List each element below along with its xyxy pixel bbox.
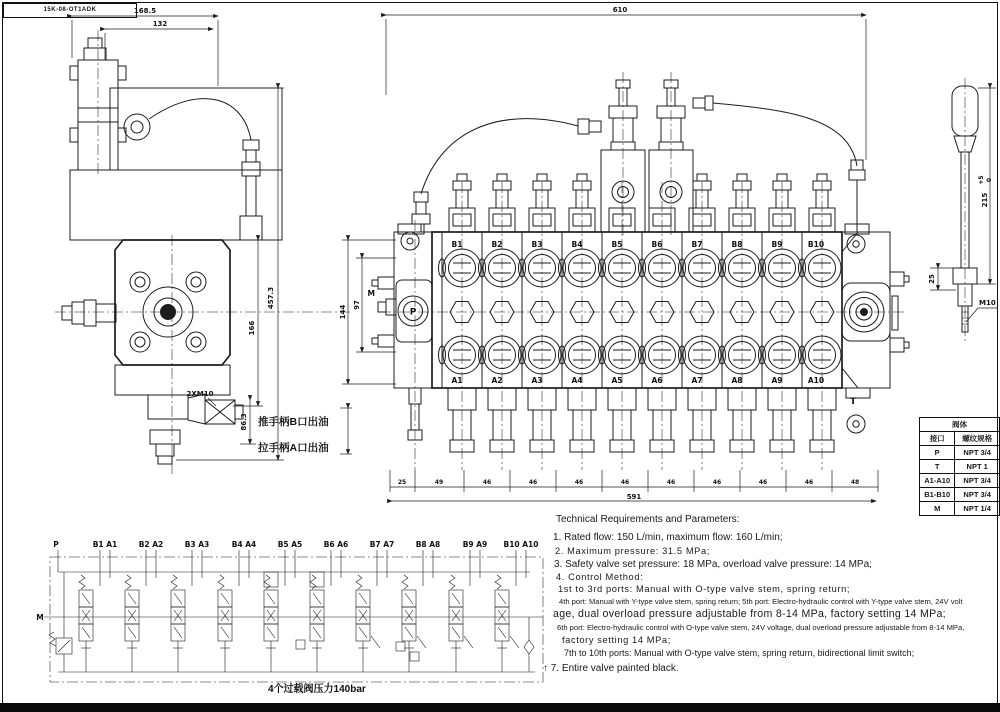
port-label-a4: A4 <box>571 376 583 385</box>
ports-table-col-port: 接口 <box>920 432 955 446</box>
note-pull-handle: 拉手柄A口出油 <box>258 442 329 454</box>
tech-line-10: 7th to 10th ports: Manual with O-type valve stem, spring return, bidirectional limit switch; <box>564 648 915 658</box>
table-row <box>920 446 1000 460</box>
port-cell: P <box>920 446 955 460</box>
tech-line-8: 6th port: Electro-hydraulic control with O-type valve stem, 24V voltage, dual overload pressure adjustable from 8-14 MPa, <box>557 623 965 632</box>
dim-inlet-inner-height: 97 <box>353 300 361 310</box>
dim-chain-10: 48 <box>850 479 860 486</box>
dim-chain-3: 46 <box>528 479 538 486</box>
port-cell: B1-B10 <box>920 488 955 502</box>
port-label-b5: B5 <box>611 240 623 249</box>
dim-chain-2: 46 <box>482 479 492 486</box>
dim-chain-4: 46 <box>574 479 584 486</box>
dim-stud-thread: 2XM10 <box>186 390 214 398</box>
port-label-b10: B10 <box>807 240 825 249</box>
dim-handle-thread: M10 <box>979 299 996 307</box>
schematic-p-label: P <box>53 540 59 549</box>
tech-line-2: 2. Maximum pressure: 31.5 MPa; <box>555 546 710 556</box>
ports-spec-table <box>919 417 1000 516</box>
port-label-a5: A5 <box>611 376 623 385</box>
dim-left-plate-height: 166 <box>248 320 256 336</box>
schematic-pair-9: B9 A9 <box>462 540 488 549</box>
tech-line-9: factory setting 14 MPa; <box>562 635 671 645</box>
schematic-pair-10: B10 A10 <box>503 540 539 549</box>
left-side-view <box>55 7 352 475</box>
tech-title: Technical Requirements and Parameters: <box>556 514 740 525</box>
up-arrow-mark: ↑ <box>543 663 548 674</box>
dim-handle-tol-minus: 0 <box>986 177 993 183</box>
port-label-a3: A3 <box>531 376 543 385</box>
bottom-black-bar <box>0 703 1000 712</box>
port-label-a1: A1 <box>451 376 463 385</box>
port-label-a2: A2 <box>491 376 503 385</box>
port-label-b6: B6 <box>651 240 663 249</box>
tech-line-11-arrow <box>543 663 679 674</box>
part-number-box: 15K-08-OT1ADK <box>3 3 137 18</box>
dim-chain-1: 49 <box>434 479 444 486</box>
schematic-lines <box>86 550 526 672</box>
schematic-pair-3: B3 A3 <box>184 540 210 549</box>
dim-chain-8: 46 <box>758 479 768 486</box>
spec-cell: NPT 1/4 <box>955 502 1000 516</box>
schematic-pair-1: B1 A1 <box>92 540 118 549</box>
port-label-t: T <box>850 397 857 407</box>
dim-left-height-total: 457.3 <box>267 286 275 310</box>
note-push-handle: 推手柄B口出油 <box>258 416 329 428</box>
technical-requirements <box>543 514 995 682</box>
dim-handle-tol-plus: +5 <box>978 175 985 185</box>
schematic-pair-2: B2 A2 <box>138 540 164 549</box>
schematic-pair-7: B7 A7 <box>369 540 395 549</box>
spec-cell: NPT 3/4 <box>955 474 1000 488</box>
spec-cell: NPT 3/4 <box>955 488 1000 502</box>
schematic-caption: 4个过载阀压力140bar <box>268 684 366 695</box>
port-label-p: P <box>409 307 417 318</box>
port-label-b1: B1 <box>451 240 463 249</box>
port-label-a10: A10 <box>807 376 825 385</box>
port-cell: T <box>920 460 955 474</box>
port-cell: A1-A10 <box>920 474 955 488</box>
tech-line-11: 7. Entire valve painted black. <box>550 663 679 674</box>
table-row <box>920 460 1000 474</box>
port-label-m: M <box>367 289 375 298</box>
dim-chain-6: 46 <box>666 479 676 486</box>
schematic-m-label: M <box>36 613 44 622</box>
schematic-pair-5: B5 A5 <box>277 540 303 549</box>
main-front-view <box>339 6 909 501</box>
tech-line-1: 1. Rated flow: 150 L/min, maximum flow: 160 L/min; <box>553 532 783 543</box>
table-row <box>920 488 1000 502</box>
port-label-a8: A8 <box>731 376 743 385</box>
schematic-pair-4: B4 A4 <box>231 540 257 549</box>
tech-line-5: 1st to 3rd ports: Manual with O-type valve stem, spring return; <box>558 584 851 594</box>
port-label-a6: A6 <box>651 376 663 385</box>
dim-chain-0: 25 <box>397 479 407 486</box>
dim-main-total: 591 <box>626 493 642 501</box>
dim-left-width-total: 168.5 <box>133 7 157 15</box>
dim-chain-5: 46 <box>620 479 630 486</box>
dim-left-width-inner: 132 <box>152 20 168 28</box>
port-label-b9: B9 <box>771 240 783 249</box>
schematic-pair-6: B6 A6 <box>323 540 349 549</box>
dim-stud-height: 86.3 <box>240 413 248 431</box>
dim-main-width: 610 <box>612 6 628 14</box>
port-label-a7: A7 <box>691 376 703 385</box>
dim-chain-9: 46 <box>804 479 814 486</box>
ports-table-title: 阀体 <box>920 418 1000 432</box>
tech-line-3: 3. Safety valve set pressure: 18 MPa, overload valve pressure: 14 MPa; <box>554 559 872 570</box>
ports-table-col-spec: 螺纹规格 <box>955 432 1000 446</box>
tech-line-7: age, dual overload pressure adjustable from 8-14 MPa, factory setting 14 MPa; <box>553 608 946 620</box>
tech-line-4: 4. Control Method: <box>556 572 644 582</box>
schematic-pair-8: B8 A8 <box>415 540 441 549</box>
dim-handle-length: 215 <box>981 192 989 208</box>
dim-inlet-height: 144 <box>339 304 347 320</box>
dim-handle-nut: 25 <box>928 274 936 284</box>
hydraulic-schematic <box>36 540 543 695</box>
port-label-b3: B3 <box>531 240 543 249</box>
table-row <box>920 474 1000 488</box>
spec-cell: NPT 3/4 <box>955 446 1000 460</box>
tech-line-6: 4th port: Manual with Y-type valve stem, spring return; 5th port: Electro-hydraulic control with Y-type valve stem, 24V volt <box>559 597 963 606</box>
handle-view <box>928 78 998 344</box>
port-cell: M <box>920 502 955 516</box>
port-label-b4: B4 <box>571 240 583 249</box>
port-label-b7: B7 <box>691 240 703 249</box>
port-label-b2: B2 <box>491 240 503 249</box>
port-label-a9: A9 <box>771 376 783 385</box>
spec-cell: NPT 1 <box>955 460 1000 474</box>
port-label-b8: B8 <box>731 240 743 249</box>
dim-chain-7: 46 <box>712 479 722 486</box>
